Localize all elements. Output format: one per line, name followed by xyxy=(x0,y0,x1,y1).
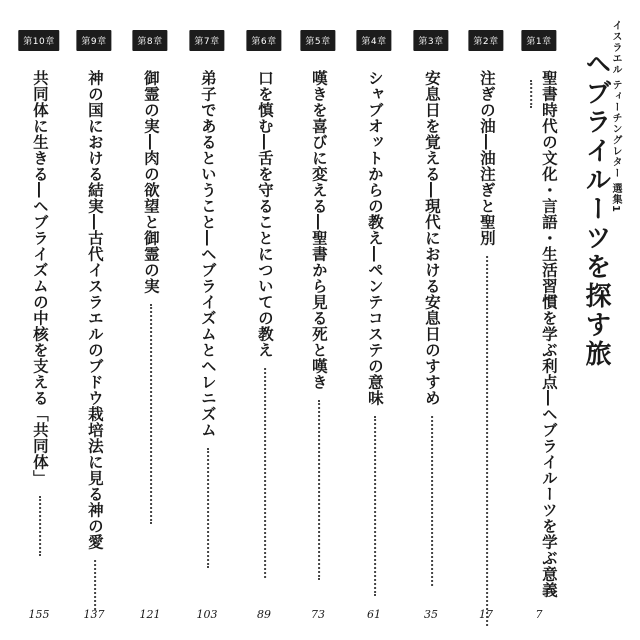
chapter-2[interactable] xyxy=(457,30,515,630)
chapter-label: 第1章 xyxy=(521,30,556,51)
page-number: 137 xyxy=(83,608,105,621)
dot-leader xyxy=(374,416,376,596)
page-number: 103 xyxy=(196,608,218,621)
chapter-title: 神の国における結実―古代イスラエルのブドウ栽培法に見る神の愛 xyxy=(85,70,104,550)
page-number: 73 xyxy=(311,608,325,621)
chapter-title: 口を慎む―舌を守ることについての教え xyxy=(255,70,274,358)
chapter-6[interactable] xyxy=(235,30,293,630)
chapter-7[interactable] xyxy=(178,30,236,630)
chapter-title: 弟子であるということ―ヘブライズムとヘレニズム xyxy=(198,70,217,438)
chapter-label: 第7章 xyxy=(189,30,224,51)
dot-leader xyxy=(207,448,209,568)
dot-leader xyxy=(530,80,532,108)
page-number: 61 xyxy=(367,608,381,621)
chapter-title: 注ぎの油―油注ぎと聖別 xyxy=(477,70,496,246)
page-number: 7 xyxy=(535,608,543,621)
book-title: ヘブライルーツを探す旅 xyxy=(581,50,611,369)
series-title: イスラエル ティーチングレター 選集1 xyxy=(610,20,621,213)
page-number: 121 xyxy=(139,608,161,621)
chapter-title: 御霊の実―肉の欲望と御霊の実 xyxy=(141,70,160,294)
dot-leader xyxy=(431,416,433,586)
chapter-label: 第10章 xyxy=(18,30,59,51)
dot-leader xyxy=(94,560,96,610)
chapter-label: 第2章 xyxy=(468,30,503,51)
chapter-title: 嘆きを喜びに変える―聖書から見る死と嘆き xyxy=(309,70,328,390)
chapter-10[interactable] xyxy=(10,30,68,630)
dot-leader xyxy=(39,496,41,556)
dot-leader xyxy=(486,256,488,626)
chapter-title: 安息日を覚える―現代における安息日のすすめ xyxy=(422,70,441,406)
dot-leader xyxy=(150,304,152,524)
chapter-label: 第4章 xyxy=(356,30,391,51)
chapter-title: 共同体に生きる―ヘブライズムの中核を支える「共同体」 xyxy=(30,70,49,486)
dot-leader xyxy=(264,368,266,578)
page-number: 155 xyxy=(28,608,50,621)
chapter-3[interactable] xyxy=(402,30,460,630)
page-number: 35 xyxy=(424,608,438,621)
chapter-5[interactable] xyxy=(289,30,347,630)
chapter-label: 第6章 xyxy=(246,30,281,51)
chapter-title: 聖書時代の文化・言語・生活習慣を学ぶ利点―ヘブライルーツを学ぶ意義 xyxy=(539,70,558,598)
page-number: 17 xyxy=(479,608,493,621)
chapter-label: 第3章 xyxy=(413,30,448,51)
page-number: 89 xyxy=(257,608,271,621)
chapter-label: 第9章 xyxy=(76,30,111,51)
dot-leader xyxy=(318,400,320,580)
chapter-label: 第8章 xyxy=(132,30,167,51)
chapter-8[interactable] xyxy=(121,30,179,630)
chapter-label: 第5章 xyxy=(300,30,335,51)
chapter-title: シャブオットからの教え―ペンテコステの意味 xyxy=(365,70,384,406)
chapter-9[interactable] xyxy=(65,30,123,630)
chapter-4[interactable] xyxy=(345,30,403,630)
chapter-1[interactable] xyxy=(510,30,568,630)
